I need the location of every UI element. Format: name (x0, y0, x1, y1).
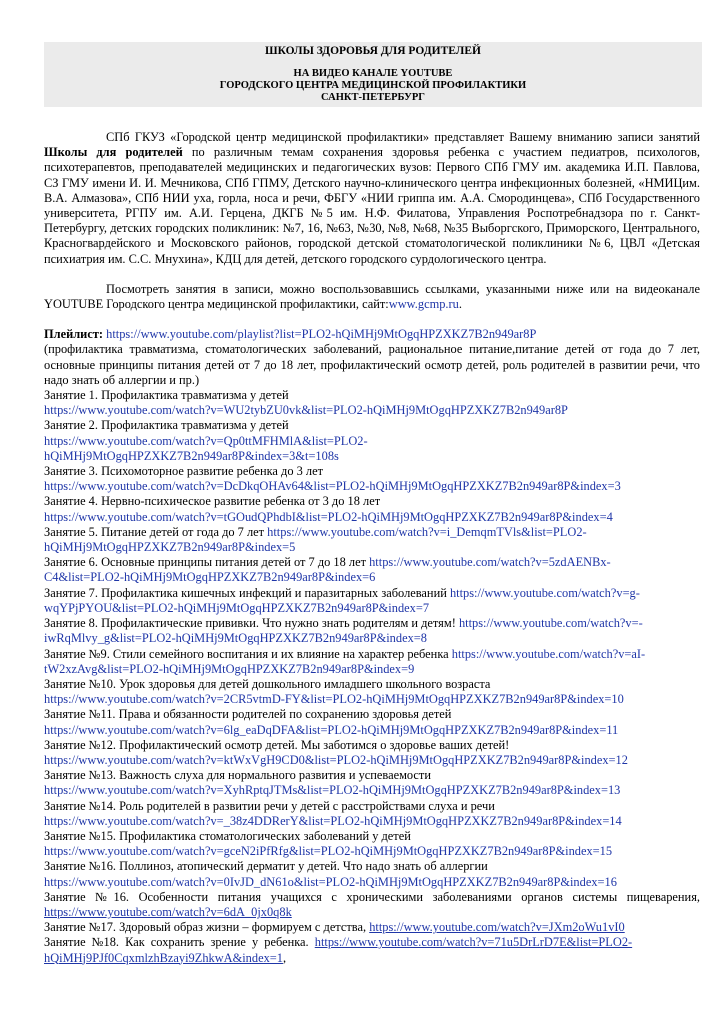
lesson-line (44, 829, 700, 844)
header-subtitle-2: ГОРОДСКОГО ЦЕНТРА МЕДИЦИНСКОЙ ПРОФИЛАКТИКИ (219, 80, 527, 91)
playlist-description: (профилактика травматизма, стоматологических заболеваний, рациональное питание,питание детей от года до 7 лет, основные принципы питания детей от 7 до 18 лет, профилактический осмотр детей, роль родителей в развитии речи, что надо знать об аллергии и пр.) (44, 342, 700, 387)
lesson-link[interactable]: iwRqMlvy_g&list=PLO2-hQiMHj9MtOgqHPZXKZ7B2n949ar8P&index=8 (44, 631, 427, 646)
lesson-18 (44, 935, 700, 950)
lesson-line (44, 418, 700, 433)
lesson-title: Занятие 8. Профилактические прививки. Что нужно знать родителям и детям! (44, 616, 459, 631)
lesson-link[interactable]: https://www.youtube.com/watch?v=g- (449, 585, 640, 600)
lesson-title: Занятие 5. Питание детей от года до 7 лет (44, 524, 268, 539)
lesson-18-title: Занятие №18. Как сохранить зрение у ребенка. (44, 935, 315, 950)
intro-paragraph (44, 130, 700, 267)
intro2-text: Посмотреть занятия в записи, можно воспользовавшись ссылками, указанными ниже или на видеоканале YOUTUBE Городского центра медицинской профилактики, сайт: (44, 281, 700, 312)
lesson-17 (44, 920, 700, 935)
lesson-line (44, 662, 700, 677)
lesson-line (44, 677, 700, 692)
lesson-line (44, 707, 700, 722)
lesson-link[interactable]: https://www.youtube.com/watch?v=- (458, 616, 643, 631)
header-subtitle-1: НА ВИДЕО КАНАЛЕ YOUTUBE (293, 68, 453, 79)
lesson-line (44, 768, 700, 783)
lesson-line (44, 616, 700, 631)
lesson-18-link-2[interactable]: hQiMHj9PJf0CqxmlzhBzayi9ZhkwA&index=1 (44, 950, 283, 965)
lesson-link[interactable]: https://www.youtube.com/watch?v=2CR5vtmD-FY&list=PLO2-hQiMHj9MtOgqHPZXKZ7B2n949ar8P&index=10 (44, 692, 624, 707)
lessons-list (44, 388, 700, 890)
playlist-block (44, 327, 700, 388)
lesson-line (44, 510, 700, 525)
lesson-title: Занятие 1. Профилактика травматизма у детей (44, 388, 289, 403)
intro-text-2: по различным темам сохранения здоровья ребенка с участием педиатров, психологов, психотерапевтов, преподавателей медицинских и педагогических вузов: Первого СПб ГМУ им. академика И.П. Павлова, СЗ ГМУ имени И. И. Мечникова, СПб ГПМУ, Детского научно-клинического центра инфекционных болезней, «НМИЦим. В.А. Алмазова», СПб НИИ уха, горла, носа и речи, ФБГУ «НИИ гриппа им. А.А. Смородинцева», СПб Государственного университета, РГПУ им. А.И. Герцена, ДКГБ №5 им. Н.Ф. Филатова, Управления Роспотребнадзора по г. Санкт-Петербургу, детских городских поликлиник: №7, 16, №63, №30, №8, №68, №35 Выборгского, Приморского, Центрального, Красногвардейского и Московского районов, городской детской стоматологической поликлиники №6, ЦВЛ «Детская психиатрия им. С.С. Мнухина», КДЦ для детей, детского городского сурдологического центра. (44, 145, 700, 266)
lesson-18-cont (44, 951, 700, 966)
lesson-line (44, 814, 700, 829)
intro2-end: . (458, 297, 462, 312)
lesson-link[interactable]: https://www.youtube.com/watch?v=DcDkqOHAv64&list=PLO2-hQiMHj9MtOgqHPZXKZ7B2n949ar8P&index=3 (44, 479, 621, 494)
lesson-title: Занятие №11. Права и обязанности родителей по сохранению здоровья детей (44, 707, 452, 722)
lesson-link[interactable]: https://www.youtube.com/watch?v=ktWxVgH9CD0&list=PLO2-hQiMHj9MtOgqHPZXKZ7B2n949ar8P&index=12 (44, 752, 628, 767)
document-title: ШКОЛЫ ЗДОРОВЬЯ ДЛЯ РОДИТЕЛЕЙ (265, 45, 481, 57)
intro-bold: Школы для родителей (44, 145, 183, 160)
lesson-line (44, 647, 700, 662)
lesson-line (44, 540, 700, 555)
lesson-link[interactable]: https://www.youtube.com/watch?v=i_DemqmTVls&list=PLO2- (267, 524, 587, 539)
lesson-title: Занятие №16. Поллиноз, атопический дерматит у детей. Что надо знать об аллергии (44, 859, 488, 874)
lesson-link[interactable]: hQiMHj9MtOgqHPZXKZ7B2n949ar8P&index=3&t=108s (44, 448, 339, 463)
lesson-link[interactable]: https://www.youtube.com/watch?v=WU2tybZU0vk&list=PLO2-hQiMHj9MtOgqHPZXKZ7B2n949ar8P (44, 403, 568, 418)
lesson-link[interactable]: tW2xzAvg&list=PLO2-hQiMHj9MtOgqHPZXKZ7B2n949ar8P&index=9 (44, 661, 415, 676)
lesson-line (44, 403, 700, 418)
lesson-title: Занятие 2. Профилактика травматизма у детей (44, 418, 289, 433)
lesson-line (44, 494, 700, 509)
lesson-line (44, 799, 700, 814)
lesson-title: Занятие 4. Нервно-психическое развитие ребенка от 3 до 18 лет (44, 494, 381, 509)
lesson-line (44, 753, 700, 768)
lesson-17-title: Занятие №17. Здоровый образ жизни – формируем с детства, (44, 920, 370, 935)
lesson-link[interactable]: https://www.youtube.com/watch?v=_38z4DDRerY&list=PLO2-hQiMHj9MtOgqHPZXKZ7B2n949ar8P&index=14 (44, 813, 622, 828)
playlist-label: Плейлист: (44, 327, 104, 342)
lesson-title: Занятие 6. Основные принципы питания детей от 7 до 18 лет (44, 555, 370, 570)
lesson-line (44, 434, 700, 449)
lesson-line (44, 479, 700, 494)
lesson-title: Занятие №13. Важность слуха для нормального развития и успеваемости (44, 768, 431, 783)
lesson-line (44, 692, 700, 707)
playlist-line (44, 327, 700, 342)
lesson-link[interactable]: hQiMHj9MtOgqHPZXKZ7B2n949ar8P&index=5 (44, 540, 296, 555)
lesson-line (44, 631, 700, 646)
lesson-line (44, 783, 700, 798)
lesson-line (44, 464, 700, 479)
intro-text-1: СПб ГКУЗ «Городской центр медицинской профилактики» представляет Вашему вниманию записи занятий (106, 130, 700, 144)
lesson-link[interactable]: https://www.youtube.com/watch?v=tGOudQPhdbI&list=PLO2-hQiMHj9MtOgqHPZXKZ7B2n949ar8P&index=4 (44, 509, 613, 524)
lesson-16b-link[interactable]: https://www.youtube.com/watch?v=6dA_0jx0q8k (44, 904, 292, 919)
lesson-title: Занятие 3. Психомоторное развитие ребенка до 3 лет (44, 464, 324, 479)
lesson-title: Занятие №12. Профилактический осмотр детей. Мы заботимся о здоровье ваших детей! (44, 737, 510, 752)
lesson-link[interactable]: https://www.youtube.com/watch?v=0IvJD_dN61o&list=PLO2-hQiMHj9MtOgqHPZXKZ7B2n949ar8P&index=16 (44, 874, 617, 889)
lesson-line (44, 601, 700, 616)
lesson-line (44, 738, 700, 753)
lesson-title: Занятие №15. Профилактика стоматологических заболеваний у детей (44, 828, 411, 843)
lesson-17-link[interactable]: https://www.youtube.com/watch?v=JXm2oWu1vI0 (369, 920, 625, 935)
lesson-link[interactable]: wqYPjPYOU&list=PLO2-hQiMHj9MtOgqHPZXKZ7B2n949ar8P&index=7 (44, 600, 430, 615)
lesson-line (44, 570, 700, 585)
lesson-18-end: , (282, 950, 287, 965)
lesson-title: Занятие 7. Профилактика кишечных инфекций и паразитарных заболеваний (44, 585, 450, 600)
lesson-line (44, 525, 700, 540)
site-link[interactable]: www.gcmp.ru (388, 297, 459, 312)
lesson-line (44, 859, 700, 874)
lesson-16b-link-line (44, 905, 700, 920)
lesson-link[interactable]: https://www.youtube.com/watch?v=5zdAENBx- (369, 555, 611, 570)
header-subtitle-3: САНКТ-ПЕТЕРБУРГ (321, 92, 425, 103)
lesson-link[interactable]: https://www.youtube.com/watch?v=6lg_eaDqDFA&list=PLO2-hQiMHj9MtOgqHPZXKZ7B2n949ar8P&index=11 (44, 722, 619, 737)
lesson-line (44, 388, 700, 403)
lesson-line (44, 449, 700, 464)
lesson-line (44, 586, 700, 601)
lesson-link[interactable]: https://www.youtube.com/watch?v=Qp0ttMFHMlA&list=PLO2- (44, 433, 368, 448)
lesson-line (44, 844, 700, 859)
lesson-title: Занятие №14. Роль родителей в развитии речи у детей с расстройствами слуха и речи (44, 798, 495, 813)
lesson-link[interactable]: https://www.youtube.com/watch?v=XyhRptqJTMs&list=PLO2-hQiMHj9MtOgqHPZXKZ7B2n949ar8P&index=13 (44, 783, 621, 798)
lesson-title: Занятие №10. Урок здоровья для детей дошкольного имладшего школьного возраста (44, 676, 491, 691)
document-header (44, 42, 702, 107)
document-page (44, 42, 700, 966)
lesson-16b-title: Занятие №16. Особенности питания учащихся с хроническими заболеваниями органов системы пищеварения, (44, 889, 700, 904)
intro-paragraph-2 (44, 282, 700, 312)
lesson-title: Занятие №9. Стили семейного воспитания и их влияние на характер ребенка (44, 646, 452, 661)
lesson-18-link-1[interactable]: https://www.youtube.com/watch?v=71u5DrLrD7E&list=PLO2- (314, 935, 633, 950)
playlist-link[interactable]: https://www.youtube.com/playlist?list=PLO2-hQiMHj9MtOgqHPZXKZ7B2n949ar8P (106, 327, 537, 342)
lesson-link[interactable]: C4&list=PLO2-hQiMHj9MtOgqHPZXKZ7B2n949ar8P&index=6 (44, 570, 376, 585)
lesson-line (44, 875, 700, 890)
lesson-line (44, 723, 700, 738)
lesson-link[interactable]: https://www.youtube.com/watch?v=gceN2iPfRfg&list=PLO2-hQiMHj9MtOgqHPZXKZ7B2n949ar8P&index=15 (44, 844, 613, 859)
lesson-link[interactable]: https://www.youtube.com/watch?v=aI- (451, 646, 646, 661)
lesson-16b (44, 890, 700, 905)
lesson-line (44, 555, 700, 570)
